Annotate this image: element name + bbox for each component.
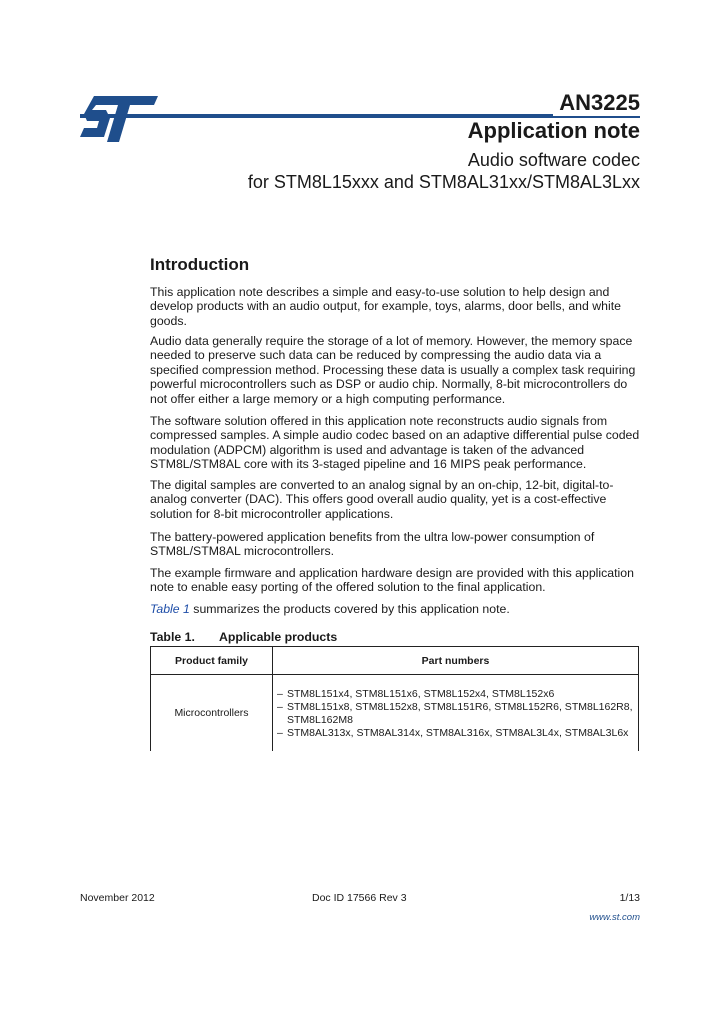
document-title-line-2: for STM8L15xxx and STM8AL31xx/STM8AL3Lxx	[247, 172, 640, 192]
part-number-text: STM8L151x8, STM8L152x8, STM8L151R6, STM8L152R6, STM8L162R8, STM8L162M8	[287, 700, 633, 726]
table-reference-paragraph	[150, 602, 642, 616]
applicable-products-table	[150, 646, 639, 751]
list-dash: –	[277, 726, 283, 739]
footer-page-number: 1/13	[619, 892, 640, 904]
list-dash: –	[277, 700, 283, 713]
part-number-item	[277, 688, 634, 701]
table-caption	[150, 630, 337, 644]
intro-paragraph-4: The digital samples are converted to an analog signal by an on-chip, 12-bit, digital-to-analog converter (DAC). This offers good overall audio quality, yet is a cost-effective solution for 8-bit microcontroller applications.	[150, 478, 614, 521]
footer-date: November 2012	[80, 892, 155, 904]
part-numbers-cell	[273, 675, 639, 752]
footer-website-link[interactable]: www.st.com	[589, 912, 640, 923]
header-product-family: Product family	[151, 647, 273, 675]
table-row	[151, 675, 639, 752]
list-dash: –	[277, 687, 283, 700]
header-part-numbers: Part numbers	[273, 647, 639, 675]
table-caption-title: Applicable products	[219, 630, 338, 644]
document-type: Application note	[467, 118, 640, 143]
st-logo-icon	[80, 96, 158, 142]
table-caption-label: Table 1.	[150, 630, 195, 644]
intro-paragraph-5: The battery-powered application benefits from the ultra low-power consumption of STM8L/STM8AL microcontrollers.	[150, 530, 595, 559]
footer-doc-id: Doc ID 17566 Rev 3	[312, 892, 407, 904]
intro-paragraph-1: This application note describes a simple and easy-to-use solution to help design and develop products with an audio output, for example, toys, alarms, door bells, and white goods.	[150, 285, 621, 328]
product-family-cell: Microcontrollers	[151, 675, 273, 752]
document-title-line-1: Audio software codec	[467, 150, 640, 170]
table-reference-text: summarizes the products covered by this application note.	[189, 602, 510, 616]
intro-paragraph-6: The example firmware and application hardware design are provided with this application note to enable easy porting of the offered solution to the final application.	[150, 566, 634, 595]
part-number-text: STM8L151x4, STM8L151x6, STM8L152x4, STM8L152x6	[287, 687, 555, 700]
table-1-link[interactable]: Table 1	[150, 602, 190, 616]
part-number-item	[277, 701, 634, 727]
intro-paragraph-3: The software solution offered in this application note reconstructs audio signals from compressed samples. A simple audio codec based on an adaptive differential pulse coded modulation (ADPCM) algorithm is used and advantage is taken of the advanced STM8L/STM8AL core with its 3-staged pipeline and 16 MIPS peak performance.	[150, 414, 640, 472]
section-heading: Introduction	[150, 255, 250, 274]
intro-paragraph-2: Audio data generally require the storage of a lot of memory. However, the memory space needed to preserve such data can be reduced by compressing the audio data via a specified compression method. Processing these data is usually a complex task requiring powerful microcontrollers such as DSP or audio chip. Normally, 8-bit microcontrollers do not offer either a large memory or a high computing performance.	[150, 334, 636, 406]
part-number-item	[277, 727, 634, 740]
part-number-text: STM8AL313x, STM8AL314x, STM8AL316x, STM8AL3L4x, STM8AL3L6x	[287, 726, 629, 739]
document-number: AN3225	[553, 90, 640, 116]
